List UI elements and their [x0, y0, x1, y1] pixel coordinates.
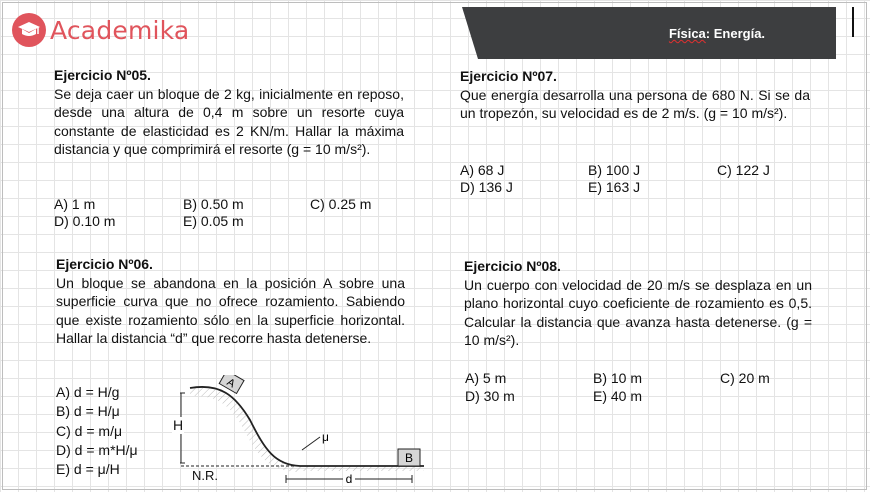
- label-h: H: [173, 417, 184, 433]
- label-nr: N.R.: [192, 468, 218, 483]
- exercise-06-option-c: C) d = m/μ: [56, 423, 123, 439]
- exercise-08-option-b: B) 10 m: [593, 370, 643, 386]
- exercise-06-option-e: E) d = μ/H: [56, 461, 120, 477]
- label-b: B: [404, 451, 414, 465]
- exercise-06-title: Ejercicio Nº06.: [56, 256, 153, 272]
- topic-title-rest: : Energía.: [705, 26, 766, 41]
- logo: [12, 13, 189, 47]
- exercise-08-text: Un cuerpo con velocidad de 20 m/s se desplaza en un plano horizontal cuyo coeficiente de rozamiento es 0,5. Calcular la distancia que avanza hasta detenerse. (g = 10 m/s²).: [464, 276, 812, 348]
- logo-text: Academika: [50, 15, 190, 45]
- exercise-08-option-e: E) 40 m: [593, 388, 643, 404]
- exercise-06-option-b: B) d = H/μ: [56, 403, 120, 419]
- topic-banner: [462, 7, 836, 59]
- exercise-08-title: Ejercicio Nº08.: [464, 258, 561, 274]
- exercise-05: [54, 66, 404, 159]
- exercise-07-option-c: C) 122 J: [717, 162, 770, 178]
- banner-edge: [852, 7, 858, 37]
- exercise-07: [460, 67, 810, 123]
- exercise-07-option-a: A) 68 J: [460, 162, 505, 178]
- exercise-06-option-a: A) d = H/g: [56, 384, 120, 400]
- exercise-08: [464, 257, 812, 350]
- exercise-05-option-a: A) 1 m: [54, 196, 96, 212]
- exercise-07-text: Que energía desarrolla una persona de 680 N. Si se da un tropezón, su velocidad es de 2 m/s. (g = 10 m/s²).: [460, 86, 810, 121]
- topic-title: [602, 26, 832, 41]
- curve-hatch: [190, 387, 300, 472]
- exercise-05-option-b: B) 0.50 m: [183, 196, 244, 212]
- exercise-06-text: Un bloque se abandona en la posición A sobre una superficie curva que no ofrece rozamiento. Sabiendo que existe rozamiento sólo en la superficie horizontal. Hallar la distancia “d” que recorre hasta detenerse.: [56, 274, 405, 346]
- exercise-07-title: Ejercicio Nº07.: [460, 68, 557, 84]
- exercise-05-option-e: E) 0.05 m: [183, 213, 244, 229]
- exercise-07-option-d: D) 136 J: [460, 179, 513, 195]
- exercise-05-title: Ejercicio Nº05.: [54, 67, 151, 83]
- exercise-08-option-a: A) 5 m: [465, 370, 507, 386]
- exercise-07-option-b: B) 100 J: [588, 162, 641, 178]
- exercise-07-option-e: E) 163 J: [588, 179, 641, 195]
- exercise-08-option-c: C) 20 m: [720, 370, 770, 386]
- label-a: A: [224, 376, 238, 391]
- exercise-06-option-d: D) d = m*H/μ: [56, 442, 138, 458]
- graduation-cap-icon: [12, 13, 46, 47]
- exercise-05-option-c: C) 0.25 m: [310, 196, 372, 212]
- label-mu: μ: [322, 430, 329, 444]
- exercise-05-text: Se deja caer un bloque de 2 kg, inicialmente en reposo, desde una altura de 0,4 m sobre un resorte cuya constante de elasticidad es 2 KN/m. Hallar la máxima distancia y que comprimirá el resorte (g = 10 m/s²).: [54, 85, 404, 157]
- topic-title-prefix: Física: [668, 26, 706, 41]
- exercise-08-option-d: D) 30 m: [465, 388, 515, 404]
- label-d: d: [345, 472, 353, 485]
- exercise-05-option-d: D) 0.10 m: [54, 213, 116, 229]
- exercise-06: [56, 255, 405, 348]
- mu-pointer: [302, 437, 320, 450]
